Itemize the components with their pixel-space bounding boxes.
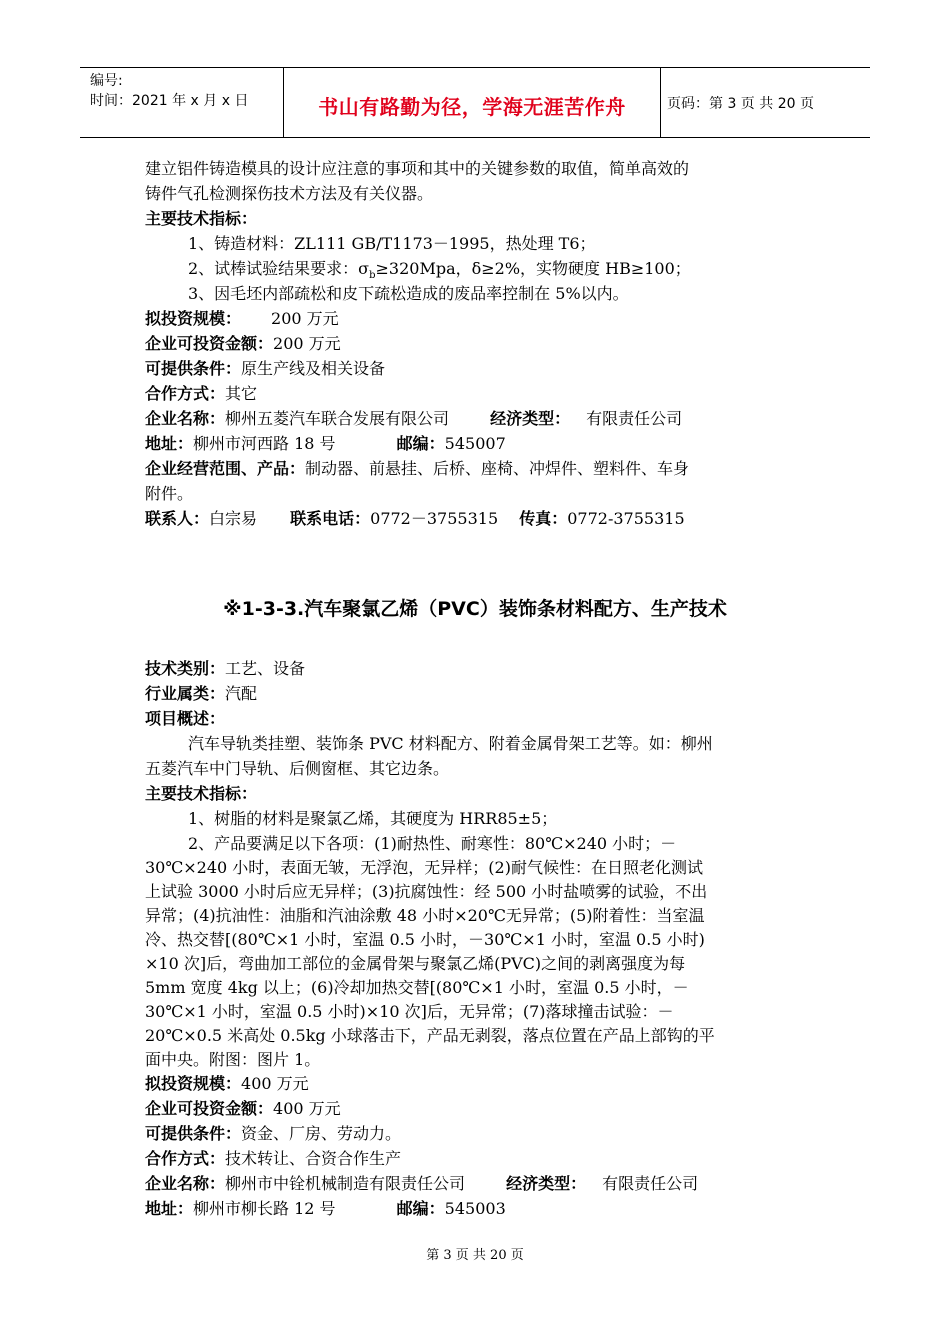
page-info: 页码：第 3 页 共 20 页 [667,96,814,112]
contact-label: 联系人： [145,509,210,528]
tech-item-text: 上试验 3000 小时后应无异样；(3)抗腐蚀性：经 500 小时盐喷雾的试验，不出 [145,882,708,901]
motto: 书山有路勤为径，学海无涯苦作舟 [318,95,626,119]
tech-item: 1、树脂的材料是聚氯乙烯，其硬度为 HRR85±5； [188,809,558,828]
zip-value: 545003 [444,1199,506,1218]
header-meta [80,68,284,137]
invest-value: 200 万元 [271,309,339,328]
coop-value: 其它 [225,384,258,403]
fund-row [145,332,341,356]
cond-row [145,1122,401,1146]
tech-item: 2、试棒试验结果要求：$\sigma_b\ge 320Mpa$，δ≥2%，实物硬度 HB≥100； [188,259,691,282]
econ-value: 有限责任公司 [602,1174,699,1193]
intro-line: 铸件气孔检测探伤技术方法及有关仪器。 [145,184,434,203]
scope-row [145,457,689,481]
econ-label: 经济类型： [506,1174,587,1193]
tech-label: 主要技术指标： [145,784,258,803]
page-footer: 第 3 页 共 20 页 [426,1248,524,1263]
contact-row [145,507,685,531]
invest-label: 拟投资规模： [145,1074,242,1093]
overview-line: 五菱汽车中门导轨、后侧窗框、其它边条。 [145,759,450,778]
fax-value: 0772-3755315 [567,509,685,528]
invest-value: 400 万元 [241,1074,309,1093]
fund-label: 企业可投资金额： [145,1099,274,1118]
tech-item: 1、铸造材料：ZL111 GB/T1173－1995，热处理 T6； [188,234,596,253]
econ-value: 有限责任公司 [586,409,683,428]
cond-label: 可提供条件： [145,1124,242,1143]
cond-label: 可提供条件： [145,359,242,378]
coop-label: 合作方式： [145,384,226,403]
tech-item-text: 冷、热交替[(80℃×1 小时，室温 0.5 小时，－30℃×1 小时，室温 0.5 小时) [145,930,705,949]
category-row [145,657,305,681]
company-row [145,407,682,431]
category-value: 工艺、设备 [225,659,306,678]
tech-item: 3、因毛坯内部疏松和皮下疏松造成的废品率控制在 5%以内。 [188,284,629,303]
tech-item-text: 面中央。附图：图片 1。 [145,1050,321,1069]
econ-label: 经济类型： [490,409,571,428]
number-label: 编号: [90,73,123,89]
coop-label: 合作方式： [145,1149,226,1168]
cond-value: 原生产线及相关设备 [241,359,386,378]
company-label: 企业名称： [145,1174,226,1193]
header-motto-cell [284,68,661,137]
address-row [145,432,506,456]
fund-value: 400 万元 [273,1099,341,1118]
fund-row [145,1097,341,1121]
addr-label: 地址： [145,1199,194,1218]
invest-row [145,307,339,331]
header-page-cell [661,68,870,137]
address-row [145,1197,506,1221]
category-label: 技术类别： [145,659,226,678]
coop-value: 技术转让、合资合作生产 [225,1149,402,1168]
overview-label: 项目概述： [145,709,226,728]
phone-value: 0772－3755315 [370,509,499,528]
zip-label: 邮编： [396,434,445,453]
company-value: 柳州五菱汽车联合发展有限公司 [225,409,450,428]
industry-value: 汽配 [225,684,258,703]
tech-item-text: 异常；(4)抗油性：油脂和汽油涂敷 48 小时×20℃无异常；(5)附着性：当室温 [145,906,705,925]
industry-row [145,682,257,706]
zip-value: 545007 [444,434,506,453]
page-header [80,67,870,138]
phone-label: 联系电话： [290,509,371,528]
coop-row [145,382,257,406]
contact-value: 白宗易 [209,509,258,528]
company-row [145,1172,698,1196]
cond-value: 资金、厂房、劳动力。 [241,1124,402,1143]
fax-label: 传真： [519,509,568,528]
tech-item-text: 30℃×240 小时，表面无皱，无浮泡，无异样；(2)耐气候性：在日照老化测试 [145,858,703,877]
fund-value: 200 万元 [273,334,341,353]
tech-item-text: 5mm 宽度 4kg 以上；(6)冷却加热交替[(80℃×1 小时，室温 0.5 小时，－ [145,978,689,997]
tech-item-text: 20℃×0.5 米高处 0.5kg 小球落击下，产品无剥裂，落点位置在产品上部钩的平 [145,1026,715,1045]
cond-row [145,357,385,381]
section-title: ※1-3-3.汽车聚氯乙烯（PVC）装饰条材料配方、生产技术 [223,598,727,620]
industry-label: 行业属类： [145,684,226,703]
tech-item-text: ×10 次]后，弯曲加工部位的金属骨架与聚氯乙烯(PVC)之间的剥离强度为每 [145,954,686,973]
addr-label: 地址： [145,434,194,453]
addr-value: 柳州市河西路 18 号 [193,434,336,453]
company-value: 柳州市中铨机械制造有限责任公司 [225,1174,466,1193]
coop-row [145,1147,401,1171]
scope-continuation: 附件。 [145,484,194,503]
invest-label: 拟投资规模： [145,309,242,328]
intro-line: 建立铝件铸造模具的设计应注意的事项和其中的关键参数的取值，简单高效的 [145,159,690,178]
scope-value: 制动器、前悬挂、后桥、座椅、冲焊件、塑料件、车身 [305,459,690,478]
addr-value: 柳州市柳长路 12 号 [193,1199,336,1218]
company-label: 企业名称： [145,409,226,428]
tech-item-text: 30℃×1 小时，室温 0.5 小时)×10 次]后，无异常；(7)落球撞击试验：－ [145,1002,674,1021]
tech-item-text: 2、产品要满足以下各项：(1)耐热性、耐寒性：80℃×240 小时；－ [188,834,677,853]
fund-label: 企业可投资金额： [145,334,274,353]
zip-label: 邮编： [396,1199,445,1218]
tech-label: 主要技术指标： [145,209,258,228]
overview-line: 汽车导轨类挂塑、装饰条 PVC 材料配方、附着金属骨架工艺等。如：柳州 [188,734,713,753]
scope-label: 企业经营范围、产品： [145,459,306,478]
time-label: 时间：2021 年 x 月 x 日 [90,93,249,109]
invest-row [145,1072,309,1096]
